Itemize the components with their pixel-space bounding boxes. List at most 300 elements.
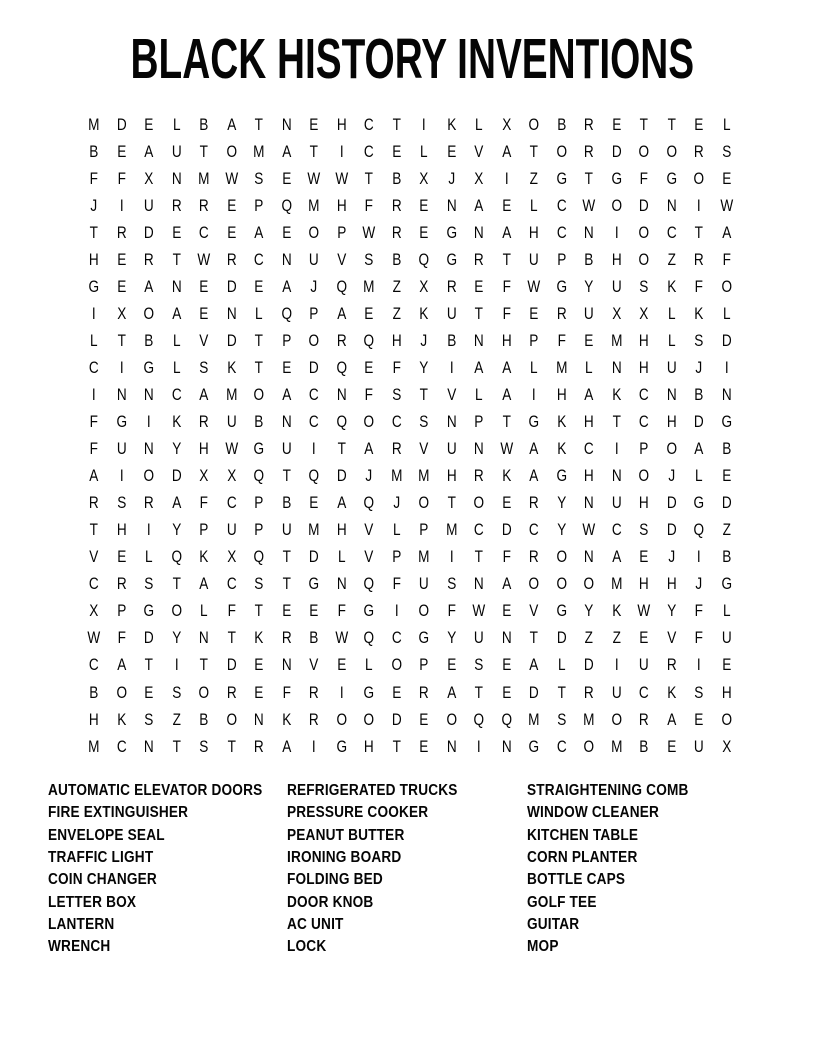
- grid-letter: R: [281, 628, 292, 648]
- grid-letter: O: [528, 574, 540, 594]
- grid-letter: O: [225, 709, 237, 729]
- grid-letter: C: [391, 412, 402, 432]
- grid-letter: E: [501, 655, 511, 675]
- grid-letter: I: [724, 357, 729, 377]
- grid-letter: U: [116, 439, 127, 459]
- grid-letter: A: [501, 574, 511, 594]
- grid-letter: D: [638, 195, 649, 215]
- grid-letter: F: [117, 168, 126, 188]
- grid-letter: O: [225, 141, 237, 161]
- grid-letter: V: [446, 384, 456, 404]
- grid-letter: E: [501, 682, 511, 702]
- grid-letter: A: [199, 384, 209, 404]
- grid-letter: C: [88, 357, 99, 377]
- grid-letter: A: [694, 439, 704, 459]
- grid-letter: C: [391, 628, 402, 648]
- grid-letter: S: [721, 141, 731, 161]
- grid-letter: Q: [418, 249, 430, 269]
- word-list-column-3: [527, 780, 711, 959]
- grid-letter: M: [88, 114, 100, 134]
- grid-letter: E: [501, 601, 511, 621]
- page-title: BLACK HISTORY INVENTIONS: [130, 27, 695, 91]
- grid-letter: L: [419, 141, 428, 161]
- grid-letter: I: [696, 655, 701, 675]
- grid-letter: O: [693, 168, 705, 188]
- grid-letter: L: [337, 547, 346, 567]
- grid-letter: A: [144, 141, 154, 161]
- grid-letter: R: [666, 655, 677, 675]
- grid-letter: U: [226, 520, 237, 540]
- grid-letter: E: [116, 276, 126, 296]
- word-list-item: LOCK: [287, 938, 327, 956]
- grid-letter: G: [445, 222, 457, 242]
- grid-letter: S: [364, 249, 374, 269]
- grid-letter: W: [499, 439, 513, 459]
- grid-letter: C: [611, 520, 622, 540]
- grid-letter: L: [667, 330, 676, 350]
- grid-letter: Z: [392, 276, 401, 296]
- grid-letter: I: [339, 682, 344, 702]
- grid-letter: H: [88, 709, 99, 729]
- grid-letter: Q: [308, 466, 320, 486]
- grid-letter: S: [556, 709, 566, 729]
- grid-letter: L: [722, 601, 731, 621]
- grid-letter: I: [614, 222, 619, 242]
- grid-letter: A: [446, 682, 456, 702]
- grid-letter: O: [638, 466, 650, 486]
- grid-letter: Y: [584, 601, 594, 621]
- grid-letter: V: [474, 141, 484, 161]
- grid-letter: G: [555, 276, 567, 296]
- grid-letter: H: [198, 439, 209, 459]
- grid-letter: G: [528, 736, 540, 756]
- grid-letter: D: [143, 222, 154, 242]
- grid-letter: G: [115, 412, 127, 432]
- grid-letter: C: [308, 412, 319, 432]
- grid-letter: K: [446, 114, 456, 134]
- grid-letter: B: [584, 249, 594, 269]
- grid-letter: U: [583, 303, 594, 323]
- grid-letter: D: [171, 466, 182, 486]
- grid-letter: C: [253, 249, 264, 269]
- grid-letter: D: [308, 547, 319, 567]
- grid-letter: F: [199, 493, 208, 513]
- word-list-item: FOLDING BED: [287, 871, 383, 889]
- grid-letter: K: [556, 412, 566, 432]
- grid-letter: S: [171, 682, 181, 702]
- grid-letter: O: [555, 574, 567, 594]
- grid-letter: B: [694, 384, 704, 404]
- grid-letter: P: [529, 330, 539, 350]
- grid-letter: S: [391, 384, 401, 404]
- grid-letter: O: [638, 249, 650, 269]
- grid-letter: C: [638, 412, 649, 432]
- grid-letter: T: [502, 249, 511, 269]
- grid-letter: M: [610, 574, 622, 594]
- grid-letter: A: [226, 114, 236, 134]
- grid-letter: N: [666, 384, 677, 404]
- grid-letter: M: [610, 330, 622, 350]
- grid-letter: Q: [693, 520, 705, 540]
- grid-letter: E: [419, 195, 429, 215]
- grid-letter: L: [529, 195, 538, 215]
- grid-letter: G: [555, 466, 567, 486]
- grid-letter: E: [474, 276, 484, 296]
- grid-letter: T: [584, 168, 593, 188]
- grid-letter: A: [171, 303, 181, 323]
- grid-letter: U: [308, 249, 319, 269]
- grid-letter: C: [638, 682, 649, 702]
- grid-letter: G: [363, 601, 375, 621]
- grid-letter: T: [337, 439, 346, 459]
- grid-letter: X: [116, 303, 126, 323]
- grid-letter: N: [171, 168, 182, 188]
- grid-letter: W: [87, 628, 101, 648]
- grid-letter: N: [336, 574, 347, 594]
- grid-letter: A: [474, 357, 484, 377]
- grid-letter: O: [665, 141, 677, 161]
- grid-letter: N: [446, 736, 457, 756]
- grid-letter: E: [501, 195, 511, 215]
- grid-letter: Y: [556, 520, 566, 540]
- grid-letter: J: [392, 493, 400, 513]
- grid-letter: G: [445, 249, 457, 269]
- grid-letter: D: [143, 628, 154, 648]
- grid-letter: R: [116, 574, 127, 594]
- grid-letter: X: [611, 303, 621, 323]
- grid-letter: F: [639, 168, 648, 188]
- grid-letter: A: [171, 493, 181, 513]
- grid-letter: G: [555, 168, 567, 188]
- grid-letter: N: [446, 195, 457, 215]
- grid-letter: D: [721, 330, 732, 350]
- grid-letter: I: [696, 547, 701, 567]
- grid-letter: C: [116, 736, 127, 756]
- grid-letter: U: [611, 493, 622, 513]
- grid-letter: T: [309, 141, 318, 161]
- grid-letter: N: [501, 736, 512, 756]
- grid-letter: M: [198, 168, 210, 188]
- grid-letter: U: [666, 357, 677, 377]
- grid-letter: R: [116, 222, 127, 242]
- grid-letter: H: [583, 412, 594, 432]
- grid-letter: S: [694, 682, 704, 702]
- grid-letter: A: [281, 276, 291, 296]
- grid-letter: O: [335, 709, 347, 729]
- grid-letter: L: [172, 330, 181, 350]
- grid-letter: C: [198, 222, 209, 242]
- grid-letter: R: [693, 249, 704, 269]
- grid-letter: E: [199, 276, 209, 296]
- grid-letter: N: [336, 384, 347, 404]
- grid-letter: L: [199, 601, 208, 621]
- grid-letter: X: [89, 601, 99, 621]
- grid-letter: N: [501, 628, 512, 648]
- grid-letter: E: [281, 168, 291, 188]
- grid-letter: O: [390, 655, 402, 675]
- grid-letter: A: [501, 141, 511, 161]
- grid-letter: N: [171, 276, 182, 296]
- grid-letter: R: [171, 195, 182, 215]
- grid-letter: E: [721, 655, 731, 675]
- grid-letter: M: [390, 466, 402, 486]
- grid-letter: K: [199, 547, 209, 567]
- grid-letter: F: [694, 601, 703, 621]
- grid-letter: L: [364, 655, 373, 675]
- grid-letter: I: [531, 384, 536, 404]
- grid-letter: J: [90, 195, 98, 215]
- grid-letter: H: [336, 114, 347, 134]
- word-list-item: TRAFFIC LIGHT: [48, 849, 154, 867]
- grid-letter: F: [502, 303, 511, 323]
- grid-letter: L: [254, 303, 263, 323]
- grid-letter: X: [419, 276, 429, 296]
- grid-letter: V: [199, 330, 209, 350]
- grid-letter: Q: [363, 574, 375, 594]
- grid-letter: G: [363, 682, 375, 702]
- grid-letter: H: [638, 330, 649, 350]
- grid-letter: G: [720, 412, 732, 432]
- grid-letter: Y: [666, 601, 676, 621]
- grid-letter: R: [198, 195, 209, 215]
- grid-letter: T: [282, 466, 291, 486]
- grid-letter: K: [254, 628, 264, 648]
- grid-letter: L: [474, 384, 483, 404]
- grid-letter: B: [556, 114, 566, 134]
- grid-letter: K: [694, 303, 704, 323]
- grid-letter: Y: [556, 493, 566, 513]
- grid-letter: P: [199, 520, 209, 540]
- grid-letter: I: [476, 736, 481, 756]
- grid-letter: R: [308, 709, 319, 729]
- grid-letter: L: [172, 357, 181, 377]
- grid-letter: Q: [280, 195, 292, 215]
- grid-letter: R: [556, 303, 567, 323]
- grid-letter: R: [528, 547, 539, 567]
- grid-letter: C: [171, 384, 182, 404]
- grid-letter: V: [666, 628, 676, 648]
- grid-letter: H: [638, 574, 649, 594]
- grid-letter: U: [446, 303, 457, 323]
- grid-letter: F: [337, 601, 346, 621]
- grid-letter: U: [473, 628, 484, 648]
- word-list-item: FIRE EXTINGUISHER: [48, 804, 189, 822]
- grid-letter: M: [363, 276, 375, 296]
- grid-letter: J: [365, 466, 373, 486]
- grid-letter: H: [611, 249, 622, 269]
- word-list-item: IRONING BOARD: [287, 849, 402, 867]
- grid-letter: C: [226, 574, 237, 594]
- grid-letter: X: [474, 168, 484, 188]
- grid-letter: J: [695, 357, 703, 377]
- grid-letter: W: [334, 168, 348, 188]
- grid-letter: O: [555, 141, 567, 161]
- grid-letter: O: [720, 276, 732, 296]
- word-list-item: COIN CHANGER: [48, 871, 157, 889]
- grid-letter: N: [116, 384, 127, 404]
- word-list-item: WINDOW CLEANER: [527, 804, 660, 822]
- grid-letter: T: [392, 114, 401, 134]
- grid-letter: P: [419, 520, 429, 540]
- grid-letter: E: [116, 141, 126, 161]
- grid-letter: U: [611, 682, 622, 702]
- grid-letter: W: [582, 520, 596, 540]
- grid-letter: J: [695, 574, 703, 594]
- grid-letter: Y: [446, 628, 456, 648]
- grid-letter: T: [529, 628, 538, 648]
- grid-letter: B: [281, 493, 291, 513]
- grid-letter: D: [693, 412, 704, 432]
- grid-letter: E: [116, 249, 126, 269]
- grid-letter: A: [364, 439, 374, 459]
- grid-letter: O: [143, 303, 155, 323]
- grid-letter: T: [144, 655, 153, 675]
- word-list-item: GOLF TEE: [527, 893, 597, 911]
- grid-letter: O: [528, 114, 540, 134]
- grid-letter: A: [529, 439, 539, 459]
- grid-letter: P: [474, 412, 484, 432]
- grid-letter: R: [336, 330, 347, 350]
- grid-letter: E: [364, 357, 374, 377]
- grid-letter: Q: [335, 276, 347, 296]
- grid-letter: F: [694, 276, 703, 296]
- grid-letter: A: [501, 222, 511, 242]
- grid-letter: N: [281, 114, 292, 134]
- word-list-item: PEANUT BUTTER: [287, 826, 405, 844]
- grid-letter: T: [117, 330, 126, 350]
- grid-letter: V: [89, 547, 99, 567]
- grid-letter: T: [199, 141, 208, 161]
- grid-letter: D: [226, 655, 237, 675]
- grid-letter: C: [666, 222, 677, 242]
- grid-letter: A: [254, 222, 264, 242]
- grid-letter: Q: [335, 357, 347, 377]
- grid-letter: O: [638, 222, 650, 242]
- grid-letter: P: [639, 439, 649, 459]
- grid-letter: H: [528, 222, 539, 242]
- grid-letter: R: [446, 276, 457, 296]
- grid-letter: H: [446, 466, 457, 486]
- grid-letter: D: [226, 330, 237, 350]
- grid-letter: A: [336, 303, 346, 323]
- grid-letter: N: [583, 547, 594, 567]
- grid-letter: W: [637, 601, 651, 621]
- grid-letter: X: [501, 114, 511, 134]
- grid-letter: I: [339, 141, 344, 161]
- grid-letter: P: [419, 655, 429, 675]
- grid-letter: R: [638, 709, 649, 729]
- grid-letter: H: [88, 249, 99, 269]
- grid-letter: K: [556, 439, 566, 459]
- word-list-item: ENVELOPE SEAL: [48, 826, 165, 844]
- grid-letter: A: [611, 547, 621, 567]
- grid-letter: R: [88, 493, 99, 513]
- grid-letter: V: [364, 520, 374, 540]
- grid-letter: O: [308, 330, 320, 350]
- grid-letter: E: [694, 709, 704, 729]
- grid-letter: O: [170, 601, 182, 621]
- grid-letter: G: [555, 601, 567, 621]
- grid-letter: S: [116, 493, 126, 513]
- grid-letter: T: [639, 114, 648, 134]
- grid-letter: E: [281, 357, 291, 377]
- grid-letter: N: [721, 384, 732, 404]
- grid-letter: K: [666, 682, 676, 702]
- grid-letter: C: [556, 736, 567, 756]
- grid-letter: O: [308, 222, 320, 242]
- grid-letter: A: [584, 384, 594, 404]
- grid-letter: O: [253, 384, 265, 404]
- grid-letter: O: [583, 736, 595, 756]
- grid-letter: R: [143, 493, 154, 513]
- grid-letter: N: [473, 222, 484, 242]
- grid-letter: R: [143, 249, 154, 269]
- grid-letter: F: [502, 547, 511, 567]
- grid-letter: E: [446, 655, 456, 675]
- grid-letter: E: [171, 222, 181, 242]
- grid-letter: S: [419, 412, 429, 432]
- grid-letter: E: [419, 709, 429, 729]
- word-list-column-1: [48, 780, 292, 959]
- grid-letter: H: [583, 466, 594, 486]
- grid-letter: U: [281, 520, 292, 540]
- grid-letter: Q: [363, 628, 375, 648]
- grid-letter: J: [447, 168, 455, 188]
- grid-letter: N: [583, 222, 594, 242]
- grid-letter: N: [143, 439, 154, 459]
- grid-letter: G: [88, 276, 100, 296]
- grid-letter: T: [199, 655, 208, 675]
- grid-letter: F: [364, 384, 373, 404]
- grid-letter: T: [447, 493, 456, 513]
- grid-letter: E: [254, 655, 264, 675]
- word-list-item: DOOR KNOB: [287, 893, 374, 911]
- grid-letter: B: [199, 709, 209, 729]
- grid-letter: B: [721, 439, 731, 459]
- grid-letter: M: [583, 709, 595, 729]
- grid-letter: N: [281, 412, 292, 432]
- grid-letter: M: [253, 141, 265, 161]
- grid-letter: P: [556, 249, 566, 269]
- grid-letter: T: [282, 574, 291, 594]
- grid-letter: P: [254, 493, 264, 513]
- word-list-item: STRAIGHTENING COMB: [527, 782, 689, 799]
- grid-letter: O: [198, 682, 210, 702]
- grid-letter: P: [116, 601, 126, 621]
- grid-letter: X: [226, 466, 236, 486]
- grid-letter: T: [474, 303, 483, 323]
- grid-letter: A: [529, 466, 539, 486]
- grid-letter: Q: [473, 709, 485, 729]
- grid-letter: N: [583, 493, 594, 513]
- grid-letter: G: [720, 574, 732, 594]
- grid-letter: T: [254, 601, 263, 621]
- grid-letter: G: [308, 574, 320, 594]
- grid-letter: Z: [722, 520, 731, 540]
- grid-letter: B: [446, 330, 456, 350]
- grid-letter: T: [227, 736, 236, 756]
- grid-letter: L: [144, 547, 153, 567]
- grid-letter: E: [226, 222, 236, 242]
- grid-letter: C: [556, 222, 567, 242]
- grid-letter: O: [418, 601, 430, 621]
- grid-letter: T: [474, 682, 483, 702]
- word-list-item: CORN PLANTER: [527, 849, 638, 867]
- grid-letter: B: [721, 547, 731, 567]
- grid-letter: N: [281, 655, 292, 675]
- grid-letter: M: [555, 357, 567, 377]
- grid-letter: T: [227, 628, 236, 648]
